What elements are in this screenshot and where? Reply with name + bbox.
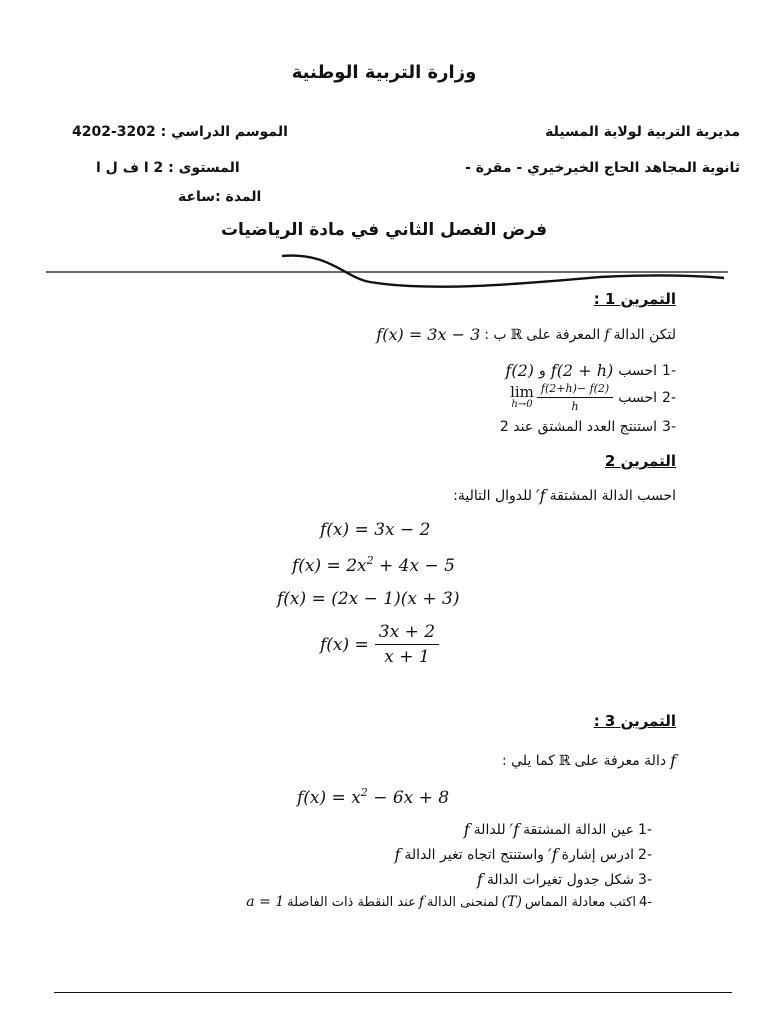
ex1-intro-f: f [604,326,610,343]
ex3-q1-f: f [463,820,470,839]
ex2-equation-3: f(x) = (2x − 1)(x + 3) [277,589,460,609]
ex1-limit-expression [510,382,613,413]
exercise-2-title: التمرين 2 [604,452,676,470]
ex3-eq-exponent: 2 [360,786,368,799]
ex1-q3-number: -3 [662,419,676,435]
ex3-question-4 [246,894,652,910]
ex3-q3-f: f [476,870,483,889]
fraction-denominator: h [571,400,579,413]
exercise-3-intro [502,751,676,770]
ex3-q1-number: -1 [638,821,652,838]
ex3-q1-text: عين الدالة المشتقة [523,821,635,838]
ex1-intro-mid: المعرفة على [526,326,601,343]
eq4-lhs: f(x) = [320,634,369,655]
directorate-label: مديرية التربية لولاية المسيلة [545,124,740,140]
ex3-q4-abscissa: a = 1 [246,894,285,910]
wave-divider [0,248,768,296]
level-label: المستوى : 2 ا ف ل ا [96,160,240,176]
fraction-numerator: f(2+h)− f(2) [537,382,613,398]
ex3-question-1 [464,820,652,839]
ex2-instruction-text: احسب الدالة المشتقة [549,487,676,504]
ex3-eq-part-a: f(x) = x [297,788,361,808]
ex1-intro-R: ℝ [510,326,523,343]
ex3-q2-f: f [394,845,401,864]
ex2-equation-4 [320,622,439,667]
duration-label: المدة :ساعة [178,189,262,205]
footer-divider [54,992,732,993]
ex3-intro-f: f [670,751,676,770]
exercise-1-title: التمرين 1 : [593,290,676,308]
ex3-q3-number: -3 [638,871,652,888]
ex3-q1-text2: للدالة [473,821,506,838]
ex1-intro-by: ب : [484,326,507,343]
ex3-function-equation [297,786,449,808]
ex2-instruction-end: للدوال التالية: [453,487,533,504]
ex3-q1-fprime: f′ [509,820,520,839]
ex1-function-equation: f(x) = 3x − 3 [376,325,481,344]
ex1-question-1 [505,361,676,380]
ex3-q2-text: ادرس إشارة [561,846,635,863]
ex3-q2-text2: واستنتج اتجاه تغير الدالة [404,846,545,863]
ex1-q2-text: احسب [618,389,658,406]
ex3-eq-part-b: − 6x + 8 [367,788,450,808]
limit-fraction [537,382,613,413]
ex3-q4-text3: عند النقطة ذات الفاصلة [287,894,416,910]
ex3-intro-text: دالة معرفة على [574,752,667,769]
ex3-q4-text2: لمنحنى الدالة [427,894,499,910]
ex1-q1-expr-b: f(2) [505,361,534,380]
ex1-intro-text: لتكن الدالة [613,326,676,343]
ex1-q1-text: احسب [618,362,658,379]
ex3-question-2 [394,845,652,864]
eq2-part-a: f(x) = 2x [292,556,367,576]
exercise-1-intro [376,325,676,344]
limit-operator [510,385,534,410]
ex3-q4-number: -4 [639,894,652,910]
ex3-q3-text: شكل جدول تغيرات الدالة [486,871,635,888]
eq4-fraction [375,622,439,667]
ex1-q2-number: -2 [662,389,676,406]
ex2-equation-2 [292,554,455,576]
school-name-label: ثانوية المجاهد الحاج الخيرخيري - مقرة - [465,160,740,176]
limit-subscript: h→0 [511,399,533,410]
ex3-intro-end: كما يلي : [501,752,555,769]
eq4-numerator: 3x + 2 [375,622,439,645]
ex1-q1-expr-a: f(2 + h) [550,361,614,380]
ex1-q1-and: و [539,362,546,379]
ex3-q2-fprime: f′ [548,845,558,864]
ex1-question-3 [500,419,676,435]
exercise-3-title: التمرين 3 : [593,712,676,730]
ex3-question-3 [477,870,652,889]
ex3-intro-R: ℝ [558,752,571,769]
limit-word: lim [510,383,534,401]
ex3-q4-tangent: (T) [501,894,522,910]
ex2-equation-1: f(x) = 3x − 2 [320,520,431,540]
ex3-q4-text: اكتب معادلة المماس [524,894,637,910]
ex1-question-2 [510,382,676,413]
ex3-q4-f: f [418,894,425,910]
exercise-2-instruction [453,486,676,505]
ex3-q2-number: -2 [638,846,652,863]
ministry-title: وزارة التربية الوطنية [291,62,477,83]
eq2-part-b: + 4x − 5 [373,556,455,576]
eq2-exponent: 2 [366,554,374,567]
ex1-q1-number: -1 [662,362,676,379]
eq4-denominator: x + 1 [384,647,430,667]
exam-title: فرض الفصل الثاني في مادة الرياضيات [220,220,548,240]
ex2-instruction-fprime: f′ [536,486,546,505]
ex1-q3-text: استنتج العدد المشتق عند 2 [499,419,658,435]
school-year-label: الموسم الدراسي : 3202-4202 [72,124,288,140]
